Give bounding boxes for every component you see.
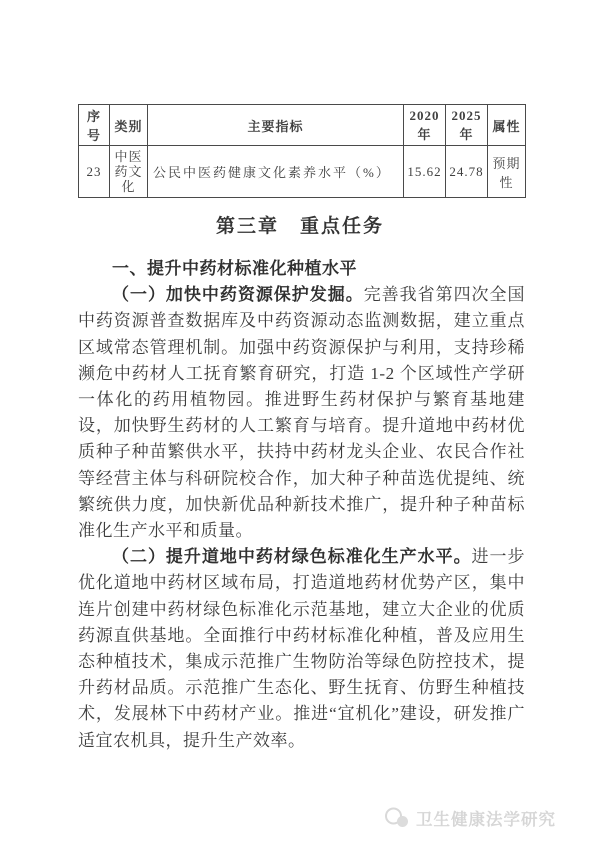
cell-2025-value: 24.78 bbox=[446, 146, 488, 198]
indicator-table bbox=[78, 104, 526, 198]
watermark bbox=[384, 806, 556, 830]
paragraph-lead: （一）加快中药资源保护发掘。 bbox=[112, 285, 364, 305]
paragraph-lead: （二）提升道地中药材绿色标准化生产水平。 bbox=[112, 547, 472, 567]
paragraph bbox=[78, 282, 525, 544]
paragraph bbox=[78, 544, 525, 754]
section-heading: 一、提升中药材标准化种植水平 bbox=[112, 259, 357, 278]
column-header-attribute: 属性 bbox=[488, 105, 526, 146]
table-header-row bbox=[79, 105, 526, 146]
paragraph-text: 进一步优化道地中药材区域布局，打造道地药材优势产区，集中连片创建中药材绿色标准化示范基地，建立大企业的优质药源直供基地。全面推行中药材标准化种植，普及应用生态种植技术，集成示范推广生物防治等绿色防控技术，提升药材品质。示范推广生态化、野生抚育、仿野生种植技术，发展林下中药材产业。推进“宜机化”建设，研发推广适宜农机具，提升生产效率。 bbox=[78, 547, 526, 750]
cell-indicator: 公民中医药健康文化素养水平（%） bbox=[148, 146, 404, 198]
chat-bubbles-icon bbox=[384, 807, 410, 829]
cell-attribute: 预期性 bbox=[488, 146, 526, 198]
table-row bbox=[79, 146, 526, 198]
watermark-text: 卫生健康法学研究 bbox=[416, 811, 556, 829]
column-header-2020: 2020 年 bbox=[404, 105, 446, 146]
document-body bbox=[78, 256, 525, 754]
cell-index: 23 bbox=[79, 146, 110, 198]
column-header-2025: 2025 年 bbox=[446, 105, 488, 146]
column-header-indicator: 主要指标 bbox=[148, 105, 404, 146]
chapter-title: 第三章 重点任务 bbox=[215, 216, 384, 237]
column-header-index: 序号 bbox=[79, 105, 110, 146]
cell-2020-value: 15.62 bbox=[404, 146, 446, 198]
paragraph-text: 完善我省第四次全国中药资源普查数据库及中药资源动态监测数据，建立重点区域常态管理机制。加强中药资源保护与利用，支持珍稀濒危中药材人工抚育繁育研究，打造 1-2 个区域性产学研一体化的药用植物园。推进野生药材保护与繁育基地建设，加快野生药材的人工繁育与培育。提升道地中药材优质种子种苗繁供水平，扶持中药材龙头企业、农民合作社等经营主体与科研院校合作，加大种子种苗选优提纯、统繁统供力度，加快新优品种新技术推广，提升种子种苗标准化生产水平和质量。 bbox=[78, 285, 526, 541]
cell-category: 中医药文化 bbox=[110, 146, 148, 198]
column-header-category: 类别 bbox=[110, 105, 148, 146]
